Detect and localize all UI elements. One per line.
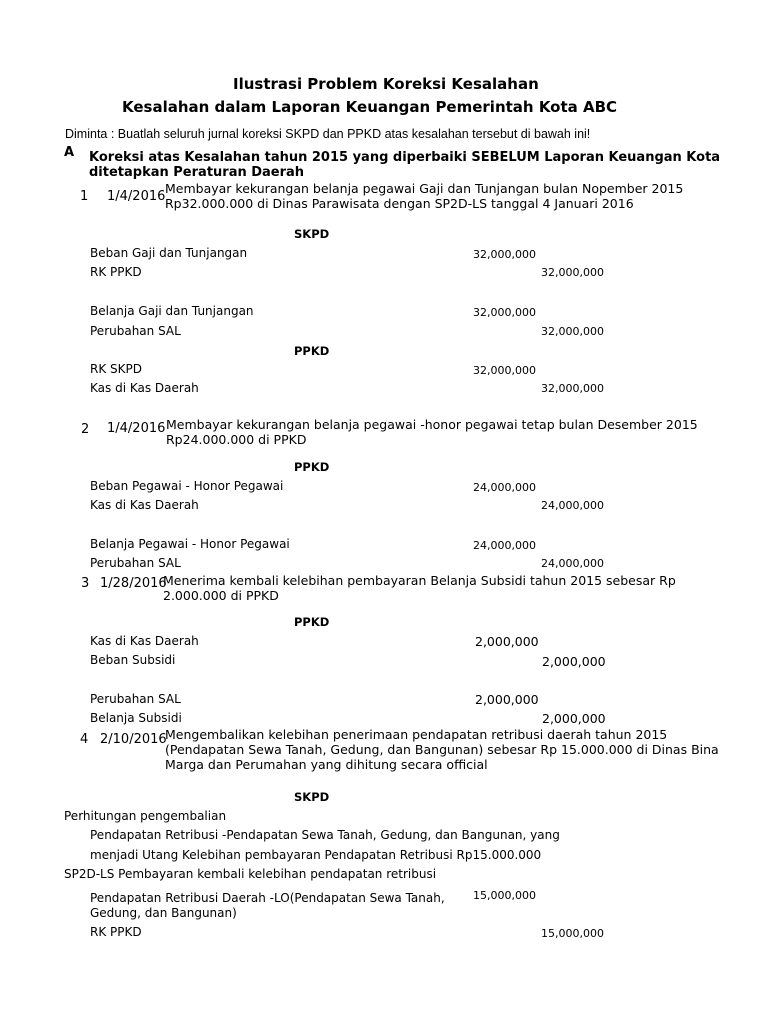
item-description-line2: Rp32.000.000 di Dinas Parawisata dengan SP2D-LS tanggal 4 Januari 2016 bbox=[165, 196, 634, 211]
item-description-line2: 2.000.000 di PPKD bbox=[163, 588, 279, 603]
journal-account: Beban Subsidi bbox=[90, 653, 176, 667]
calc-line: menjadi Utang Kelebihan pembayaran Pendapatan Retribusi Rp15.000.000 bbox=[90, 848, 542, 862]
journal-credit: 32,000,000 bbox=[541, 266, 604, 279]
journal-account: RK PPKD bbox=[90, 925, 142, 939]
journal-credit: 2,000,000 bbox=[542, 711, 606, 726]
journal-account: Perubahan SAL bbox=[90, 324, 181, 338]
journal-debit: 2,000,000 bbox=[475, 634, 539, 649]
journal-debit: 24,000,000 bbox=[473, 481, 536, 494]
item-date: 2/10/2016 bbox=[100, 732, 167, 747]
section-label: A bbox=[64, 145, 75, 160]
section-title-line2: ditetapkan Peraturan Daerah bbox=[89, 165, 305, 180]
journal-account: RK PPKD bbox=[90, 265, 142, 279]
journal-account: Kas di Kas Daerah bbox=[90, 381, 199, 395]
item-number: 4 bbox=[80, 732, 89, 747]
sp2d-label: SP2D-LS Pembayaran kembali kelebihan pendapatan retribusi bbox=[64, 867, 437, 881]
journal-account: Belanja Gaji dan Tunjangan bbox=[90, 304, 254, 318]
journal-debit: 2,000,000 bbox=[475, 692, 539, 707]
journal-header: SKPD bbox=[294, 227, 330, 241]
journal-header: PPKD bbox=[294, 460, 330, 474]
calc-line: Pendapatan Retribusi -Pendapatan Sewa Tanah, Gedung, dan Bangunan, yang bbox=[90, 828, 560, 842]
item-description-line1: Membayar kekurangan belanja pegawai -honor pegawai tetap bulan Desember 2015 bbox=[166, 417, 698, 432]
item-description-line1: Mengembalikan kelebihan penerimaan pendapatan retribusi daerah tahun 2015 bbox=[165, 727, 668, 742]
journal-credit: 32,000,000 bbox=[541, 325, 604, 338]
journal-account: Pendapatan Retribusi Daerah -LO(Pendapatan Sewa Tanah, bbox=[90, 891, 445, 905]
journal-credit: 32,000,000 bbox=[541, 382, 604, 395]
section-title-line1: Koreksi atas Kesalahan tahun 2015 yang diperbaiki SEBELUM Laporan Keuangan Kota bbox=[89, 150, 721, 165]
journal-account: Kas di Kas Daerah bbox=[90, 634, 199, 648]
journal-debit: 15,000,000 bbox=[473, 889, 536, 902]
journal-debit: 32,000,000 bbox=[473, 248, 536, 261]
item-description-line2: Rp24.000.000 di PPKD bbox=[166, 432, 307, 447]
journal-account: Beban Gaji dan Tunjangan bbox=[90, 246, 248, 260]
journal-account: Perubahan SAL bbox=[90, 556, 181, 570]
journal-header: PPKD bbox=[294, 615, 330, 629]
journal-account: Belanja Pegawai - Honor Pegawai bbox=[90, 537, 290, 551]
instruction-text: Diminta : Buatlah seluruh jurnal koreksi SKPD dan PPKD atas kesalahan tersebut di bawah ini! bbox=[65, 127, 591, 141]
journal-header: PPKD bbox=[294, 344, 330, 358]
journal-account: Beban Pegawai - Honor Pegawai bbox=[90, 479, 284, 493]
item-number: 1 bbox=[80, 189, 89, 204]
item-number: 2 bbox=[81, 422, 90, 437]
calc-label: Perhitungan pengembalian bbox=[64, 809, 227, 823]
item-date: 1/28/2016 bbox=[100, 576, 167, 591]
item-number: 3 bbox=[81, 576, 90, 591]
journal-credit: 24,000,000 bbox=[541, 557, 604, 570]
journal-header: SKPD bbox=[294, 790, 330, 804]
item-date: 1/4/2016 bbox=[107, 421, 166, 436]
journal-account: RK SKPD bbox=[90, 362, 142, 376]
page-subtitle: Kesalahan dalam Laporan Keuangan Pemerintah Kota ABC bbox=[122, 98, 618, 116]
item-date: 1/4/2016 bbox=[107, 189, 166, 204]
journal-debit: 24,000,000 bbox=[473, 539, 536, 552]
item-description-line2: (Pendapatan Sewa Tanah, Gedung, dan Bangunan) sebesar Rp 15.000.000 di Dinas Bina bbox=[165, 742, 719, 757]
item-description-line1: Membayar kekurangan belanja pegawai Gaji dan Tunjangan bulan Nopember 2015 bbox=[165, 181, 684, 196]
item-description-line3: Marga dan Perumahan yang dihitung secara official bbox=[165, 757, 488, 772]
journal-account: Belanja Subsidi bbox=[90, 711, 182, 725]
journal-debit: 32,000,000 bbox=[473, 306, 536, 319]
journal-credit: 15,000,000 bbox=[541, 927, 604, 940]
journal-account: Kas di Kas Daerah bbox=[90, 498, 199, 512]
journal-debit: 32,000,000 bbox=[473, 364, 536, 377]
item-description-line1: Menerima kembali kelebihan pembayaran Belanja Subsidi tahun 2015 sebesar Rp bbox=[163, 573, 676, 588]
journal-account: Perubahan SAL bbox=[90, 692, 181, 706]
page-title: Ilustrasi Problem Koreksi Kesalahan bbox=[233, 75, 539, 93]
journal-credit: 24,000,000 bbox=[541, 499, 604, 512]
journal-credit: 2,000,000 bbox=[542, 654, 606, 669]
journal-account-cont: Gedung, dan Bangunan) bbox=[90, 906, 237, 920]
